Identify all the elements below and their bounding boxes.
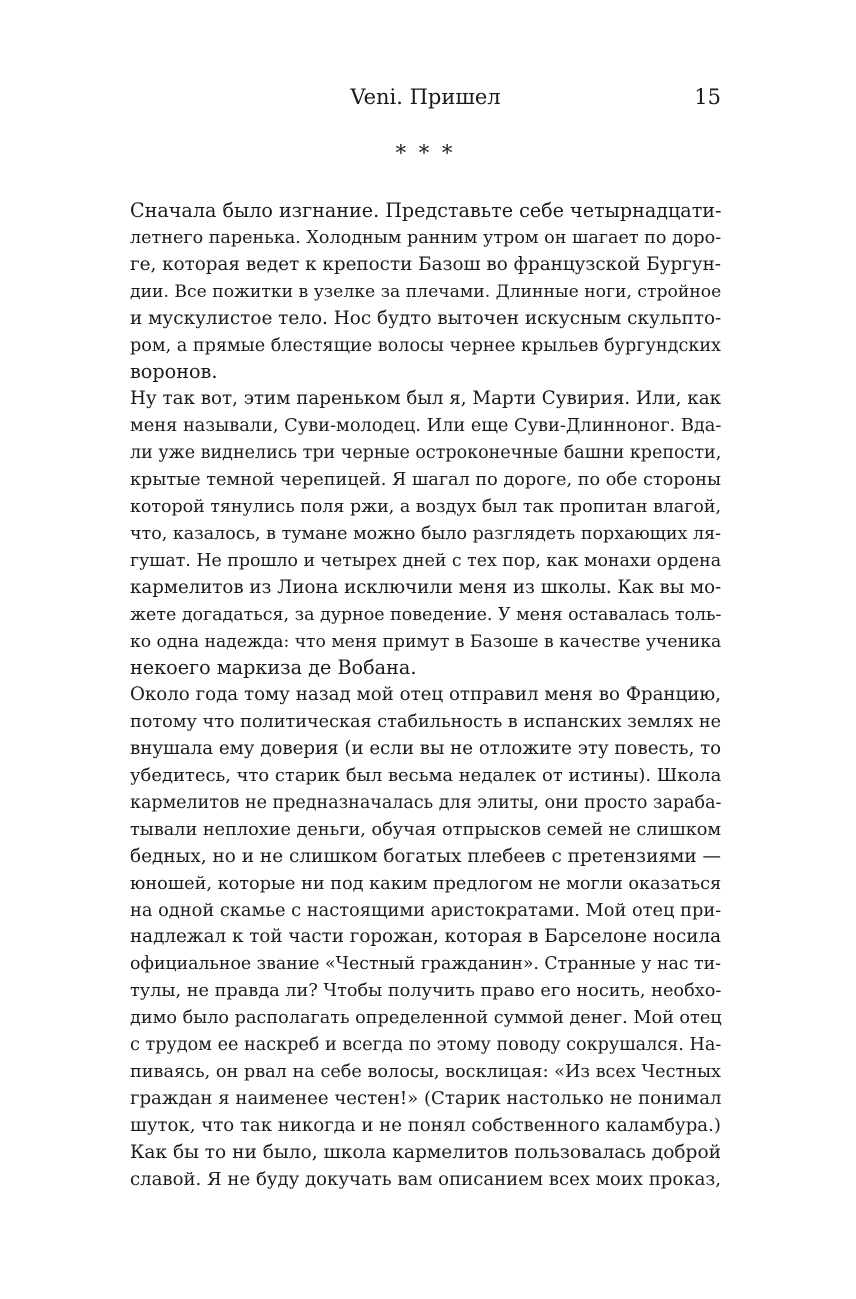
text-line: убедитесь, что старик был весьма недалек от истины). Школа [130, 765, 722, 787]
section-break: * * * [395, 141, 456, 165]
text-line: граждан я наименее честен!» (Старик настолько не понимал [130, 1087, 722, 1109]
text-line: ге, которая ведет к крепости Базош во французской Бургун- [130, 253, 721, 275]
text-line: тулы, не правда ли? Чтобы получить право его носить, необхо- [130, 981, 722, 1002]
text-line: дии. Все пожитки в узелке за плечами. Длинные ноги, стройное [130, 281, 722, 302]
text-line: славой. Я не буду докучать вам описанием всех моих проказ, [130, 1168, 721, 1190]
text-line: кармелитов не предназначалась для элиты, они просто зараба- [130, 792, 722, 813]
paragraph [130, 682, 721, 1139]
text-line: на одной скамье с настоящими аристократами. Мой отец при- [130, 899, 722, 921]
text-line: Ну так вот, этим пареньком был я, Марти Сувирия. Или, как [130, 388, 722, 410]
text-line: ко одна надежда: что меня примут в Базоше в качестве ученика [130, 631, 722, 652]
text-line: ли уже виднелись три черные остроконечные башни крепости, [130, 443, 722, 464]
body-text [130, 198, 721, 1194]
text-line: тывали неплохие деньги, обучая отпрысков семей не слишком [130, 819, 722, 840]
text-line: с трудом ее наскреб и всегда по этому поводу сокрушался. На- [130, 1035, 722, 1056]
text-line: Сначала было изгнание. Представьте себе четырнадцати- [130, 199, 722, 222]
text-line: надлежал к той части горожан, которая в Барселоне носила [130, 926, 721, 948]
text-line: юношей, которые ни под каким предлогом не могли оказаться [130, 873, 722, 894]
text-line: официальное звание «Честный гражданин». Странные у нас ти- [130, 954, 721, 975]
text-line: кармелитов из Лиона исключили меня из школы. Как вы мо- [130, 576, 722, 598]
text-line: гушат. Не прошло и четырех дней с тех пор, как монахи ордена [130, 550, 722, 571]
page-number: 15 [694, 85, 721, 109]
text-line: бедных, но и не слишком богатых плебеев с претензиями — [130, 845, 721, 867]
paragraph [130, 386, 721, 682]
text-line: Как бы то ни было, школа кармелитов пользовалась доброй [130, 1141, 721, 1163]
text-line: шуток, что так никогда и не понял собственного каламбура.) [130, 1114, 721, 1136]
text-line: Около года тому назад мой отец отправил меня во Францию, [130, 684, 721, 706]
text-line: воронов. [130, 360, 218, 384]
text-line: пиваясь, он рвал на себе волосы, восклицая: «Из всех Честных [130, 1062, 721, 1082]
paragraph [130, 198, 721, 386]
chapter-title: Veni. Пришел [350, 85, 501, 109]
text-line: димо было располагать определенной суммой денег. Мой отец [130, 1008, 722, 1029]
text-line: что, казалось, в тумане можно было разглядеть порхающих ля- [130, 523, 721, 544]
text-line: крытые темной черепицей. Я шагал по дороге, по обе стороны [130, 470, 721, 491]
text-line: меня называли, Суви-молодец. Или еще Суви-Длинноног. Вда- [130, 416, 722, 437]
text-line: летнего паренька. Холодным ранним утром он шагает по доро- [130, 227, 722, 248]
text-line: ром, а прямые блестящие волосы чернее крыльев бургундских [130, 335, 721, 356]
text-line: жете догадаться, за дурное поведение. У меня оставалась толь- [130, 604, 722, 625]
running-head [130, 82, 721, 112]
text-line: которой тянулись поля ржи, а воздух был так пропитан влагой, [130, 496, 721, 517]
text-line: и мускулистое тело. Нос будто выточен искусным скульпто- [130, 307, 722, 329]
text-line: некоего маркиза де Вобана. [130, 656, 417, 680]
paragraph [130, 1140, 721, 1194]
book-page [130, 82, 721, 1194]
text-line: внушала ему доверия (и если вы не отложите эту повесть, то [130, 738, 722, 760]
text-line: потому что политическая стабильность в испанских землях не [130, 712, 722, 733]
